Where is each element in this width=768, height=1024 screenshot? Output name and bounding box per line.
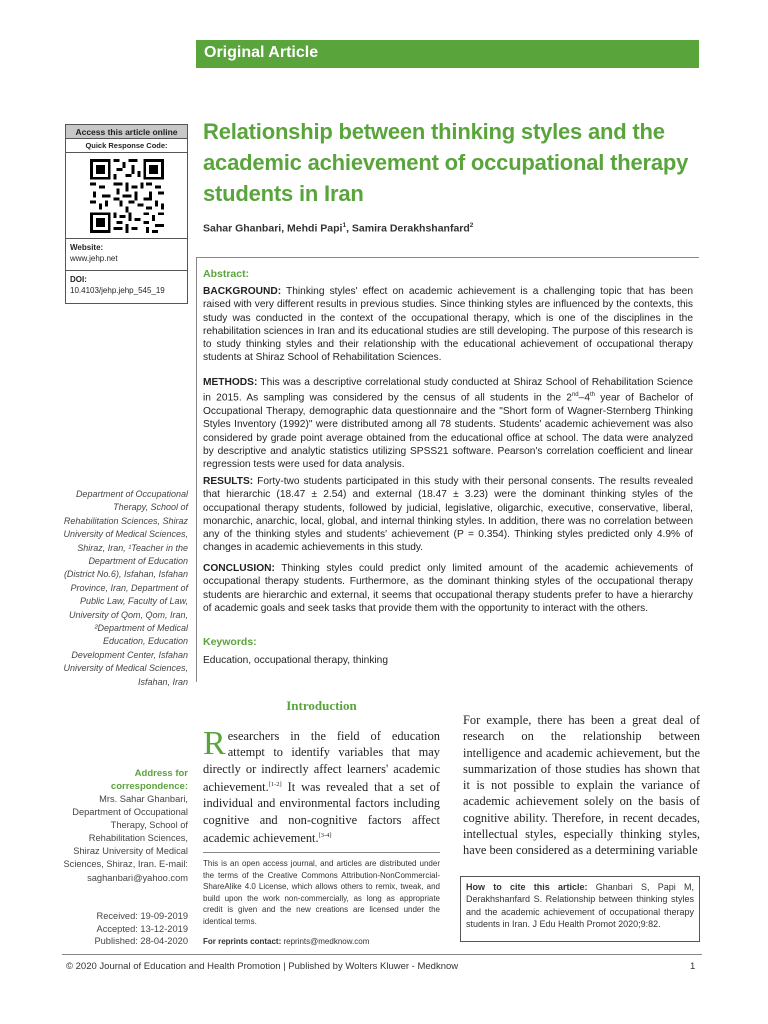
keywords-label: Keywords:	[203, 636, 257, 648]
introduction-column-2: For example, there has been a great deal of research on the relationship between intelligence and academic achievement, but the summarization of those studies has shown that it is not possible to explain the variance of academic achievement solely on the basis of cognitive ability. Therefore, in recent decades, intellectual styles, especially thinking styles, have been considered as a determining variable	[463, 713, 700, 858]
author-names-2: , Samira Derakhshanfard	[346, 222, 470, 235]
page-number: 1	[690, 961, 696, 972]
access-box-header: Access this article online	[66, 125, 187, 139]
article-type-banner	[196, 40, 699, 68]
website-link[interactable]: www.jehp.net	[70, 254, 118, 263]
abstract-methods	[203, 376, 693, 471]
license-notice: This is an open access journal, and articles are distributed under the terms of the Creative Commons Attribution-NonCommercial-ShareAlike 4.0 License, which allows others to remix, tweak, and build upon the work non-commercially, as long as appropriate credit is given and the new creations are licensed under the identical terms.	[203, 852, 440, 927]
conclusion-text: Thinking styles could predict only limited amount of the academic achievements of occupational therapy students. Furthermore, as the dominant thinking styles of the occupational therapy students are hierarchic and external, it seems that occupational therapy students prefer to have a hierarchy of academic goals and seek tasks that provide them with the opportunity to interact with the others.	[203, 563, 693, 614]
methods-text-2: –4	[578, 392, 590, 404]
keywords-text: Education, occupational therapy, thinking	[203, 655, 389, 666]
cite-label: How to cite this article:	[466, 882, 588, 892]
accepted-date: Accepted: 13-12-2019	[96, 923, 188, 934]
intro-col1-text-1: esearchers in the field of education attempt to identify variables that may directly or indirectly affect learners' academic achievement.	[203, 729, 440, 795]
methods-label: METHODS:	[203, 377, 258, 388]
abstract-label: Abstract:	[203, 268, 250, 280]
published-date: Published: 28-04-2020	[94, 936, 188, 947]
author-names-1: Sahar Ghanbari, Mehdi Papi	[203, 222, 343, 235]
reprint-contact	[203, 937, 369, 946]
introduction-column-1	[203, 725, 440, 846]
website-section	[66, 239, 187, 271]
reprint-label: For reprints contact:	[203, 937, 282, 946]
intro-col1-text-2: It was revealed that a set of individual and environmental factors including cognitive and non-cognitive factors affect academic achievement.	[203, 780, 440, 846]
footer-rule	[62, 954, 702, 955]
citation-ref-1[interactable]: [1-2]	[268, 780, 282, 788]
abstract-conclusion	[203, 562, 693, 615]
background-label: BACKGROUND:	[203, 286, 282, 297]
doi-section	[66, 271, 187, 303]
correspondence-address: Mrs. Sahar Ghanbari, Department of Occupational Therapy, School of Rehabilitation Sciences, Shiraz University of Medical Sciences, Shiraz, Iran. E-mail: saghanbari@yahoo.com	[63, 794, 188, 883]
cite-text: Ghanbari S, Papi M, Derakhshanfard S. Relationship between thinking styles and the academic achievement of occupational therapy students in Iran. J Edu Health Promot 2020;9:82.	[466, 882, 694, 929]
conclusion-label: CONCLUSION:	[203, 563, 275, 574]
article-dates	[62, 910, 188, 948]
affil-marker-1: 1	[342, 222, 347, 229]
access-article-box	[65, 124, 188, 304]
introduction-heading: Introduction	[286, 698, 357, 713]
footer-copyright: © 2020 Journal of Education and Health Promotion | Published by Wolters Kluwer - Medknow	[66, 961, 459, 972]
methods-text-3: year of Bachelor of Occupational Therapy, demographic data questionnaire and the "Short form of Wagner-Sternberg Thinking Styles Inventory (1992)" were distributed among all 78 students. Students' academic achievement was also considered by grade point average obtained from the educational office at school. The data were analyzed by descriptive and analytic statistics utilizing SPSS21 software. Pearson's correlation coefficient and linear regression tests were used for data analysis.	[203, 392, 693, 471]
abstract-top-rule	[196, 257, 699, 258]
article-title: Relationship between thinking styles and the academic achievement of occupational therapy students in Iran	[203, 119, 689, 206]
abstract-background	[203, 285, 693, 365]
how-to-cite-box	[460, 876, 700, 942]
author-affiliations: Department of Occupational Therapy, School of Rehabilitation Sciences, Shiraz University of Medical Sciences, Shiraz, Iran, ¹Teacher in the Department of Education (District No.6), Isfahan, Isfahan Province, Iran, Department of Public Law, Faculty of Law, University of Qom, Qom, Iran, ²Department of Medical Education, Education Development Center, Isfahan University of Medical Sciences, Isfahan, Iran	[63, 489, 188, 687]
results-text: Forty-two students participated in this study with their personal consents. The results revealed that hierarchic (18.47 ± 2.54) and external (18.47 ± 3.23) were the dominant thinking styles of the occupational therapy students, followed by judicial, legislative, oligarchic, executive, conservative, liberal, monarchic, anarchic, local, global, and internal thinking styles. In addition, there was no correlation between any of the thinking styles and students' achievement (P = 0.354). Thinking styles predicted only 4.9% of changes in academic achievements in this study.	[203, 476, 693, 554]
received-date: Received: 19-09-2019	[96, 911, 188, 921]
methods-sup-2: th	[590, 392, 596, 399]
drop-cap: R	[203, 725, 226, 762]
doi-label: DOI:	[70, 275, 87, 284]
methods-sup-1: nd	[571, 392, 579, 399]
results-label: RESULTS:	[203, 476, 254, 487]
author-list	[203, 222, 473, 235]
abstract-results	[203, 475, 693, 555]
correspondence-label: Address for correspondence:	[110, 768, 188, 792]
qr-code-icon	[90, 159, 164, 233]
qr-code-container	[66, 153, 187, 239]
article-type-label: Original Article	[204, 44, 319, 61]
reprint-email[interactable]: reprints@medknow.com	[281, 937, 370, 946]
affil-marker-2: 2	[469, 222, 474, 229]
background-text: Thinking styles' effect on academic achievement is a challenging topic that has been raised with very different results in previous studies. Since thinking styles are influenced by the contexts, this study was conducted in the context of the occupational therapy, which is one of the disciplines in the rehabilitation sciences in Iran and its educational studies are still developing. The purpose of this research is to study thinking styles and their relationship with the educational achievement of occupational therapy students at Shiraz School of Rehabilitation Sciences.	[203, 286, 693, 364]
citation-ref-2[interactable]: [3-4]	[318, 831, 332, 839]
methods-text-1: This was a descriptive correlational study conducted at Shiraz School of Rehabilitation Science in 2015. As sampling was considered by the census of all students in the 2	[203, 377, 693, 404]
website-label: Website:	[70, 243, 104, 252]
doi-link[interactable]: 10.4103/jehp.jehp_545_19	[70, 286, 165, 295]
qr-label: Quick Response Code:	[66, 139, 187, 153]
abstract-left-rule	[196, 257, 197, 682]
